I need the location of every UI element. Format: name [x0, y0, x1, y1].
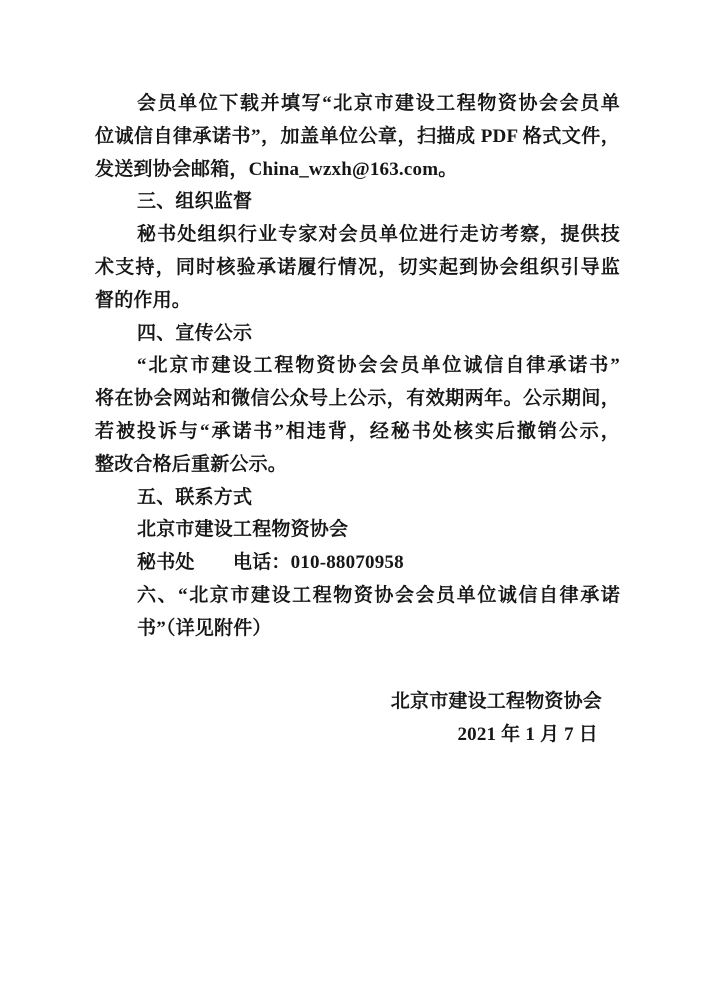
- section-heading-contact: 五、联系方式: [137, 486, 253, 508]
- paragraph-line: “北京市建设工程物资协会会员单位诚信自律承诺书”: [137, 355, 620, 377]
- paragraph-line: 整改合格后重新公示。: [95, 453, 288, 475]
- section-heading-supervision: 三、组织监督: [137, 191, 253, 213]
- contact-org-line: 北京市建设工程物资协会: [137, 519, 349, 541]
- section-heading-attachment: 六、“北京市建设工程物资协会会员单位诚信自律承诺: [137, 584, 620, 606]
- paragraph-line: 位诚信自律承诺书”，加盖单位公章，扫描成 PDF 格式文件，: [95, 125, 620, 147]
- paragraph-line: 术支持，同时核验承诺履行情况，切实起到协会组织引导监: [95, 256, 620, 278]
- signature-date: 2021 年 1 月 7 日: [457, 724, 598, 746]
- paragraph-line: 督的作用。: [95, 289, 192, 311]
- paragraph-line: 秘书处组织行业专家对会员单位进行走访考察，提供技: [137, 224, 620, 246]
- attachment-line: 书”（详见附件）: [137, 617, 272, 639]
- paragraph-line: 会员单位下载并填写“北京市建设工程物资协会会员单: [137, 93, 620, 114]
- contact-phone-line: 秘书处 电话：010-88070958: [137, 552, 404, 574]
- signature-org: 北京市建设工程物资协会: [390, 691, 602, 713]
- paragraph-line: 将在协会网站和微信公众号上公示，有效期两年。公示期间，: [95, 388, 620, 410]
- paragraph-line: 若被投诉与“承诺书”相违背，经秘书处核实后撤销公示，: [95, 420, 620, 442]
- document-text-block: [95, 88, 620, 752]
- paragraph-line-email: 发送到协会邮箱，China_wzxh@163.com。: [95, 158, 458, 180]
- blank-line: [95, 646, 620, 679]
- signature-block: [95, 686, 620, 752]
- section-heading-publicity: 四、宣传公示: [137, 322, 253, 344]
